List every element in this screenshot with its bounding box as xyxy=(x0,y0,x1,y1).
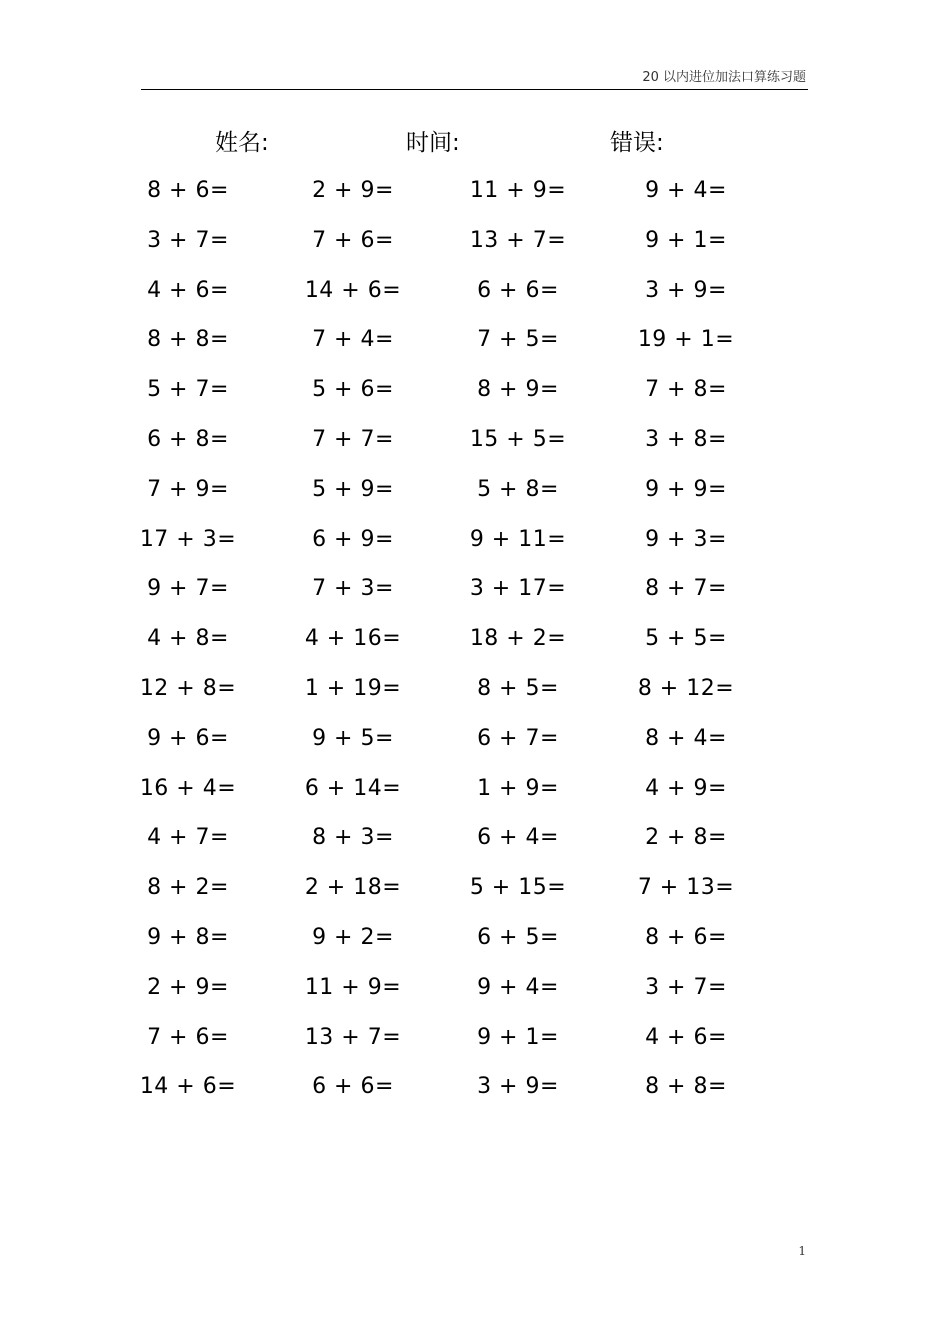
problem-item: 8 + 9= xyxy=(477,377,559,403)
problem-item: 7 + 9= xyxy=(147,476,229,502)
problem-item: 8 + 8= xyxy=(645,1074,727,1100)
problem-item: 4 + 6= xyxy=(147,277,229,303)
problem-item: 9 + 9= xyxy=(645,476,727,502)
problem-item: 17 + 3= xyxy=(139,526,237,552)
problem-item: 18 + 2= xyxy=(469,626,567,652)
problem-item: 12 + 8= xyxy=(139,675,237,701)
problem-item: 2 + 18= xyxy=(304,875,402,901)
problem-item: 3 + 9= xyxy=(645,277,727,303)
problem-item: 6 + 8= xyxy=(147,426,229,452)
problem-item: 19 + 1= xyxy=(637,327,735,353)
problem-item: 8 + 12= xyxy=(637,675,735,701)
problem-item: 6 + 14= xyxy=(304,775,402,801)
problem-item: 13 + 7= xyxy=(304,1024,402,1050)
problem-item: 3 + 17= xyxy=(469,576,567,602)
problem-item: 8 + 5= xyxy=(477,675,559,701)
problem-row xyxy=(0,523,950,573)
problem-row xyxy=(0,921,950,971)
problem-item: 7 + 5= xyxy=(477,327,559,353)
problem-item: 5 + 9= xyxy=(312,476,394,502)
problem-item: 14 + 6= xyxy=(304,277,402,303)
page-header xyxy=(141,60,808,90)
problem-row xyxy=(0,622,950,672)
problem-row xyxy=(0,323,950,373)
problem-grid xyxy=(0,174,950,1120)
problem-item: 9 + 4= xyxy=(645,178,727,203)
problem-row xyxy=(0,772,950,822)
problem-item: 9 + 1= xyxy=(477,1024,559,1050)
problem-item: 8 + 6= xyxy=(147,178,229,203)
student-info-row xyxy=(0,126,950,160)
problem-item: 7 + 4= xyxy=(312,327,394,353)
problem-item: 9 + 6= xyxy=(147,725,229,751)
header-title: 20 以内进位加法口算练习题 xyxy=(642,70,806,85)
problem-item: 9 + 1= xyxy=(645,227,727,253)
problem-item: 7 + 3= xyxy=(312,576,394,602)
problem-row xyxy=(0,1021,950,1071)
problem-item: 8 + 7= xyxy=(645,576,727,602)
problem-item: 5 + 6= xyxy=(312,377,394,403)
problem-row xyxy=(0,423,950,473)
problem-item: 9 + 4= xyxy=(477,974,559,1000)
problem-item: 2 + 9= xyxy=(312,178,394,203)
problem-item: 14 + 6= xyxy=(139,1074,237,1100)
problem-item: 4 + 8= xyxy=(147,626,229,652)
problem-row xyxy=(0,1070,950,1120)
problem-item: 8 + 6= xyxy=(645,924,727,950)
problem-item: 7 + 8= xyxy=(645,377,727,403)
problem-item: 11 + 9= xyxy=(304,974,402,1000)
problem-item: 7 + 6= xyxy=(147,1024,229,1050)
problem-item: 7 + 13= xyxy=(637,875,735,901)
problem-item: 16 + 4= xyxy=(139,775,237,801)
problem-row xyxy=(0,473,950,523)
problem-row xyxy=(0,971,950,1021)
problem-item: 8 + 2= xyxy=(147,875,229,901)
problem-item: 9 + 2= xyxy=(312,924,394,950)
problem-item: 5 + 7= xyxy=(147,377,229,403)
problem-row xyxy=(0,274,950,324)
problem-item: 9 + 5= xyxy=(312,725,394,751)
problem-item: 9 + 7= xyxy=(147,576,229,602)
page-number: 1 xyxy=(798,1244,806,1258)
problem-item: 6 + 6= xyxy=(477,277,559,303)
problem-item: 7 + 6= xyxy=(312,227,394,253)
problem-item: 1 + 19= xyxy=(304,675,402,701)
problem-item: 3 + 9= xyxy=(477,1074,559,1100)
problem-item: 6 + 6= xyxy=(312,1074,394,1100)
problem-row xyxy=(0,174,950,224)
problem-row xyxy=(0,871,950,921)
problem-item: 4 + 9= xyxy=(645,775,727,801)
problem-item: 9 + 8= xyxy=(147,924,229,950)
problem-item: 4 + 6= xyxy=(645,1024,727,1050)
errors-label: 错误: xyxy=(610,130,664,156)
problem-row xyxy=(0,821,950,871)
problem-item: 4 + 7= xyxy=(147,825,229,851)
problem-item: 7 + 7= xyxy=(312,426,394,452)
problem-item: 2 + 8= xyxy=(645,825,727,851)
problem-item: 6 + 4= xyxy=(477,825,559,851)
problem-item: 8 + 8= xyxy=(147,327,229,353)
problem-row xyxy=(0,672,950,722)
problem-item: 1 + 9= xyxy=(477,775,559,801)
problem-item: 6 + 9= xyxy=(312,526,394,552)
problem-item: 3 + 8= xyxy=(645,426,727,452)
problem-row xyxy=(0,224,950,274)
problem-item: 3 + 7= xyxy=(645,974,727,1000)
problem-item: 4 + 16= xyxy=(304,626,402,652)
problem-item: 11 + 9= xyxy=(469,178,567,203)
problem-item: 3 + 7= xyxy=(147,227,229,253)
problem-item: 5 + 15= xyxy=(469,875,567,901)
problem-item: 13 + 7= xyxy=(469,227,567,253)
problem-item: 6 + 7= xyxy=(477,725,559,751)
problem-item: 6 + 5= xyxy=(477,924,559,950)
problem-item: 2 + 9= xyxy=(147,974,229,1000)
problem-item: 5 + 5= xyxy=(645,626,727,652)
problem-row xyxy=(0,722,950,772)
problem-item: 9 + 3= xyxy=(645,526,727,552)
problem-item: 5 + 8= xyxy=(477,476,559,502)
problem-item: 15 + 5= xyxy=(469,426,567,452)
problem-row xyxy=(0,373,950,423)
problem-row xyxy=(0,572,950,622)
problem-item: 8 + 4= xyxy=(645,725,727,751)
name-label: 姓名: xyxy=(215,130,269,156)
problem-item: 9 + 11= xyxy=(469,526,567,552)
time-label: 时间: xyxy=(406,130,460,156)
problem-item: 8 + 3= xyxy=(312,825,394,851)
